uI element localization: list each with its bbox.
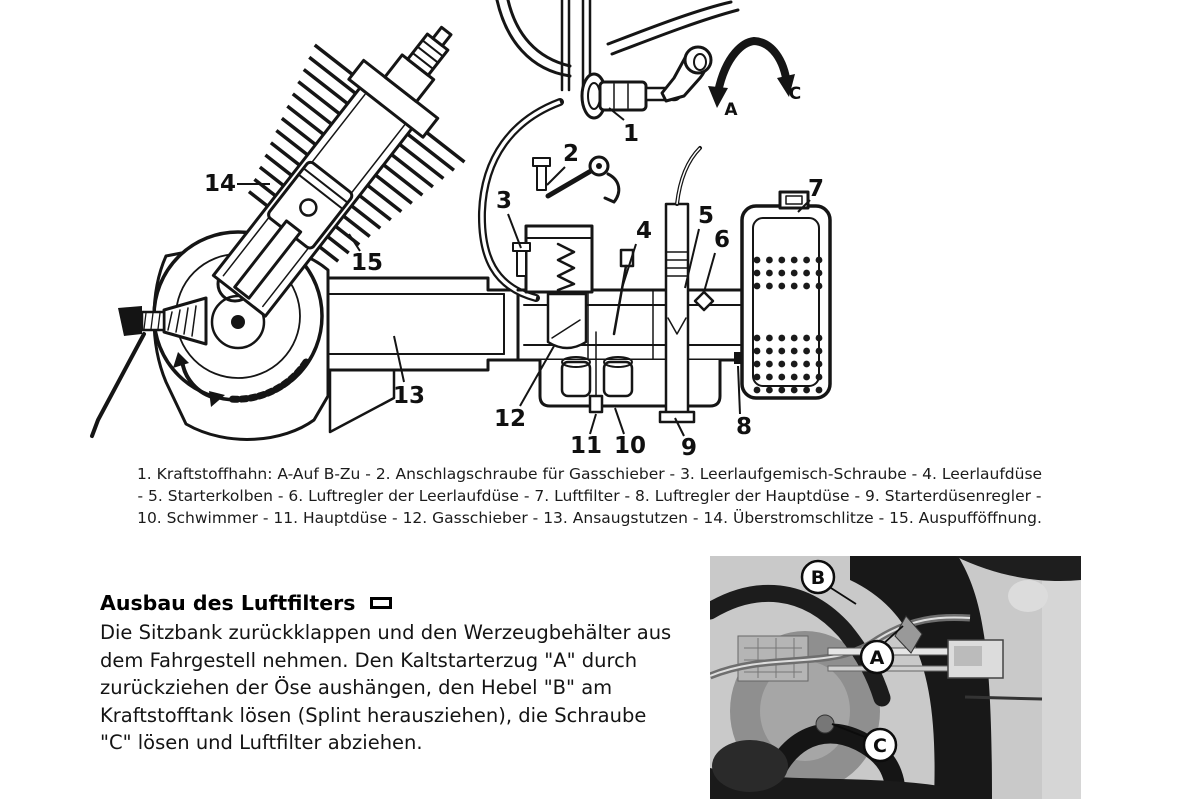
fuel-tap (582, 47, 711, 118)
diagram-callout-9: 9 (680, 435, 698, 460)
diagram-callout-1: 1 (622, 121, 640, 147)
diagram-callout-4: 4 (635, 218, 653, 244)
diagram-callout-3: 3 (495, 188, 513, 214)
carburetor-diagram (88, 0, 848, 460)
diagram-callout-5: 5 (697, 203, 715, 229)
main-jet (590, 396, 602, 412)
diagram-caption (0, 463, 1179, 529)
diagram-callout-2: 2 (562, 141, 580, 167)
body-line: "C" lösen und Luftfilter abziehen. (100, 731, 423, 755)
rotation-label-A: A (724, 100, 738, 120)
section-heading: Ausbau des Luftfilters (100, 591, 356, 615)
caption-line: - 5. Starterkolben - 6. Luftregler der Leerlaufdüse - 7. Luftfilter - 8. Luftregler der Hauptdüse - 9. Starterdüsenregler - (137, 487, 1042, 505)
callout-leader (590, 414, 596, 434)
diagram-callout-11: 11 (569, 433, 603, 459)
tap-rotation-arrow (708, 41, 801, 120)
throttle-slide (548, 294, 586, 348)
engine-assembly (92, 0, 521, 439)
diagram-callout-6: 6 (713, 227, 731, 253)
diagram-callout-13: 13 (392, 383, 426, 409)
diagram-callout-7: 7 (807, 176, 825, 202)
body-line: zurückziehen der Öse aushängen, den Hebel "B" am (100, 676, 613, 700)
caption-line: 10. Schwimmer - 11. Hauptdüse - 12. Gasschieber - 13. Ansaugstutzen - 14. Überstromschlitze - 15. Auspufföffnung. (137, 509, 1042, 527)
callout-leader (738, 366, 740, 414)
callout-leader (615, 408, 624, 434)
callout-leader (547, 167, 565, 185)
carburetor-body (513, 148, 754, 422)
photo-label-A: A (869, 647, 885, 669)
caption-line: 1. Kraftstoffhahn: A-Auf B-Zu - 2. Anschlagschraube für Gasschieber - 3. Leerlaufgemisch-Schraube - 4. Leerlaufdüse (136, 465, 1043, 483)
section-body (100, 619, 671, 757)
diagram-callout-14: 14 (203, 171, 237, 197)
diagram-callout-10: 10 (613, 433, 647, 459)
idle-mixture-screw (517, 250, 526, 276)
diagram-callout-12: 12 (493, 406, 527, 432)
body-line: Kraftstofftank lösen (Splint herausziehen), die Schraube (100, 703, 647, 727)
section-heading-row (100, 591, 392, 615)
throttle-lever (548, 168, 596, 196)
idle-air-regulator (695, 292, 713, 310)
starter-column (666, 204, 688, 414)
airfilter-photo (710, 556, 1081, 799)
air-filter (742, 192, 830, 398)
rotation-label-C: C (788, 84, 802, 104)
jet-needle (614, 266, 626, 334)
stop-screw (537, 166, 546, 190)
photo-label-C: C (873, 735, 887, 757)
paragraph-marker-icon (370, 597, 392, 609)
body-line: dem Fahrgestell nehmen. Den Kaltstarterzug "A" durch (100, 648, 638, 672)
diagram-callout-15: 15 (350, 250, 384, 276)
callout-leader (704, 253, 715, 292)
photo-label-B: B (810, 567, 826, 589)
diagram-callout-8: 8 (735, 414, 753, 440)
body-line: Die Sitzbank zurückklappen und den Werzeugbehälter aus (100, 621, 672, 644)
